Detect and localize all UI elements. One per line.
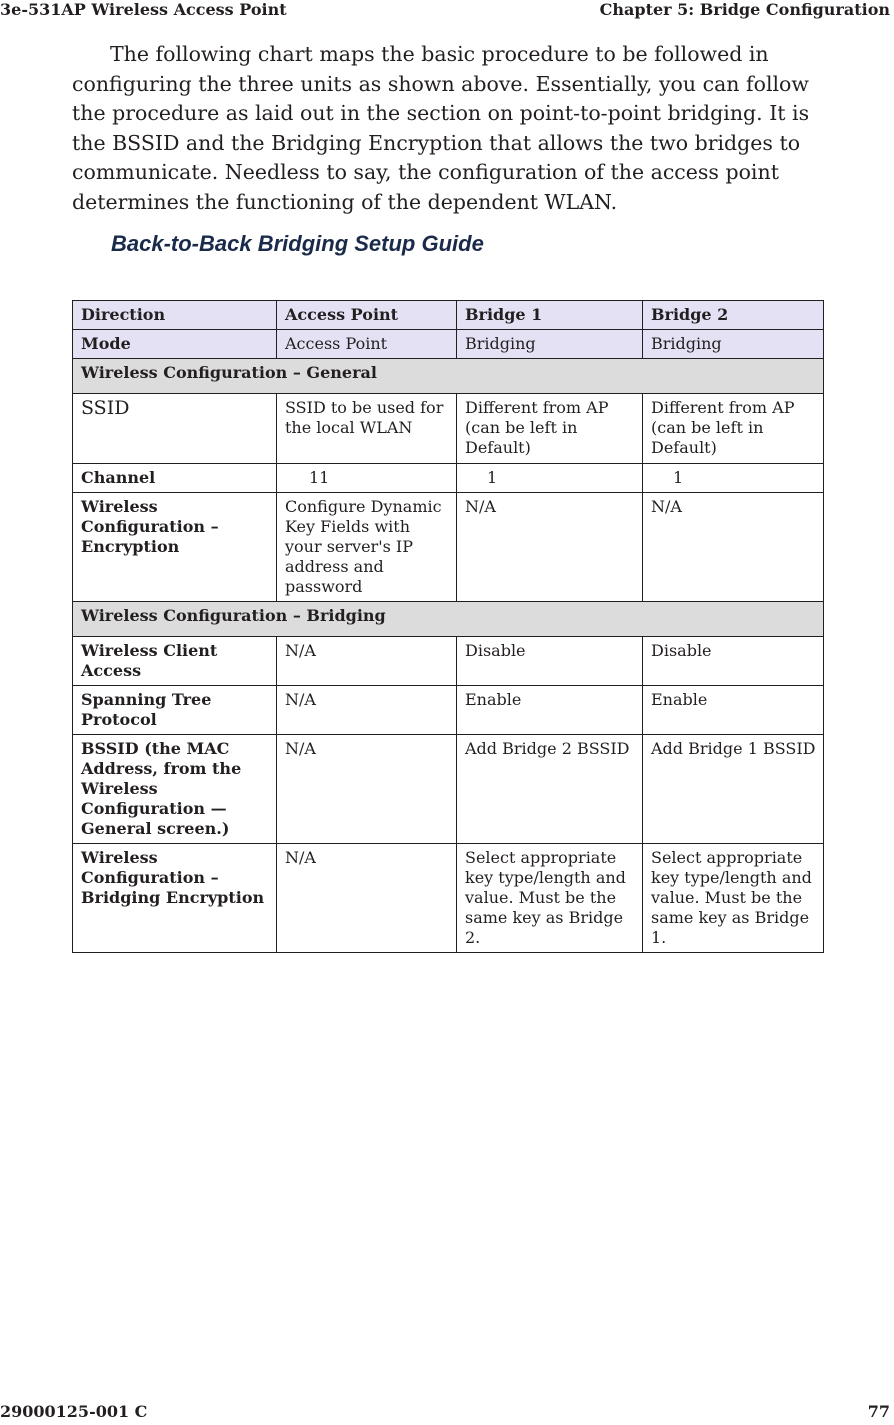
column-header-access-point: Access Point [277, 301, 457, 330]
table-row-spanning-tree [73, 686, 824, 735]
cell-channel-bridge-1: 1 [457, 464, 643, 493]
cell-mode-access-point: Access Point [277, 330, 457, 359]
table-row-client-access [73, 637, 824, 686]
running-header-title: 3e-531AP Wireless Access Point [0, 0, 287, 19]
cell-channel-bridge-2: 1 [643, 464, 824, 493]
cell-encryption-bridge-1: N/A [457, 493, 643, 602]
row-label-ssid: SSID [73, 394, 277, 464]
table-row-mode [73, 330, 824, 359]
cell-bssid-bridge-1: Add Bridge 2 BSSID [457, 735, 643, 844]
column-header-bridge-1: Bridge 1 [457, 301, 643, 330]
cell-channel-access-point: 11 [277, 464, 457, 493]
cell-client-access-access-point: N/A [277, 637, 457, 686]
row-label-spanning-tree: Spanning Tree Protocol [73, 686, 277, 735]
cell-encryption-access-point: Configure Dynamic Key Fields with your server's IP address and password [277, 493, 457, 602]
cell-spanning-tree-bridge-1: Enable [457, 686, 643, 735]
intro-paragraph: The following chart maps the basic procedure to be followed in configuring the three units as shown above. Essentially, you can follow the procedure as laid out in the section on point-to-point bridging. It is the BSSID and the Bridging Encryption that allows the two bridges to communicate. Needless to say, the configuration of the access point determines the functioning of the dependent WLAN. [72, 42, 810, 214]
section-title: Back-to-Back Bridging Setup Guide [111, 231, 484, 256]
cell-ssid-bridge-1: Different from AP (can be left in Default) [457, 394, 643, 464]
cell-bridging-encryption-bridge-2: Select appropriate key type/length and value. Must be the same key as Bridge 1. [643, 844, 824, 953]
row-label-bssid: BSSID (the MAC Address, from the Wireless Configuration — General screen.) [73, 735, 277, 844]
cell-mode-bridge-1: Bridging [457, 330, 643, 359]
running-header-chapter: Chapter 5: Bridge Configuration [599, 0, 890, 19]
table-row-channel [73, 464, 824, 493]
cell-bssid-access-point: N/A [277, 735, 457, 844]
cell-spanning-tree-access-point: N/A [277, 686, 457, 735]
table-row-bssid [73, 735, 824, 844]
cell-bssid-bridge-2: Add Bridge 1 BSSID [643, 735, 824, 844]
table-row-bridging-encryption [73, 844, 824, 953]
cell-client-access-bridge-1: Disable [457, 637, 643, 686]
row-label-client-access: Wireless Client Access [73, 637, 277, 686]
cell-bridging-encryption-access-point: N/A [277, 844, 457, 953]
section-label-general: Wireless Configuration – General [73, 359, 824, 394]
column-header-direction: Direction [73, 301, 277, 330]
table-row-ssid [73, 394, 824, 464]
cell-spanning-tree-bridge-2: Enable [643, 686, 824, 735]
table-section-general [73, 359, 824, 394]
cell-client-access-bridge-2: Disable [643, 637, 824, 686]
row-label-encryption: Wireless Configuration – Encryption [73, 493, 277, 602]
bridging-setup-table [72, 300, 824, 953]
table-header-row [73, 301, 824, 330]
footer-document-number: 29000125-001 C [0, 1402, 148, 1421]
footer-page-number: 77 [867, 1402, 890, 1421]
cell-ssid-bridge-2: Different from AP (can be left in Default) [643, 394, 824, 464]
row-label-mode: Mode [73, 330, 277, 359]
row-label-bridging-encryption: Wireless Configuration – Bridging Encryption [73, 844, 277, 953]
table-section-bridging [73, 602, 824, 637]
cell-mode-bridge-2: Bridging [643, 330, 824, 359]
cell-encryption-bridge-2: N/A [643, 493, 824, 602]
cell-bridging-encryption-bridge-1: Select appropriate key type/length and value. Must be the same key as Bridge 2. [457, 844, 643, 953]
column-header-bridge-2: Bridge 2 [643, 301, 824, 330]
table-row-encryption [73, 493, 824, 602]
cell-ssid-access-point: SSID to be used for the local WLAN [277, 394, 457, 464]
row-label-channel: Channel [73, 464, 277, 493]
section-label-bridging: Wireless Configuration – Bridging [73, 602, 824, 637]
